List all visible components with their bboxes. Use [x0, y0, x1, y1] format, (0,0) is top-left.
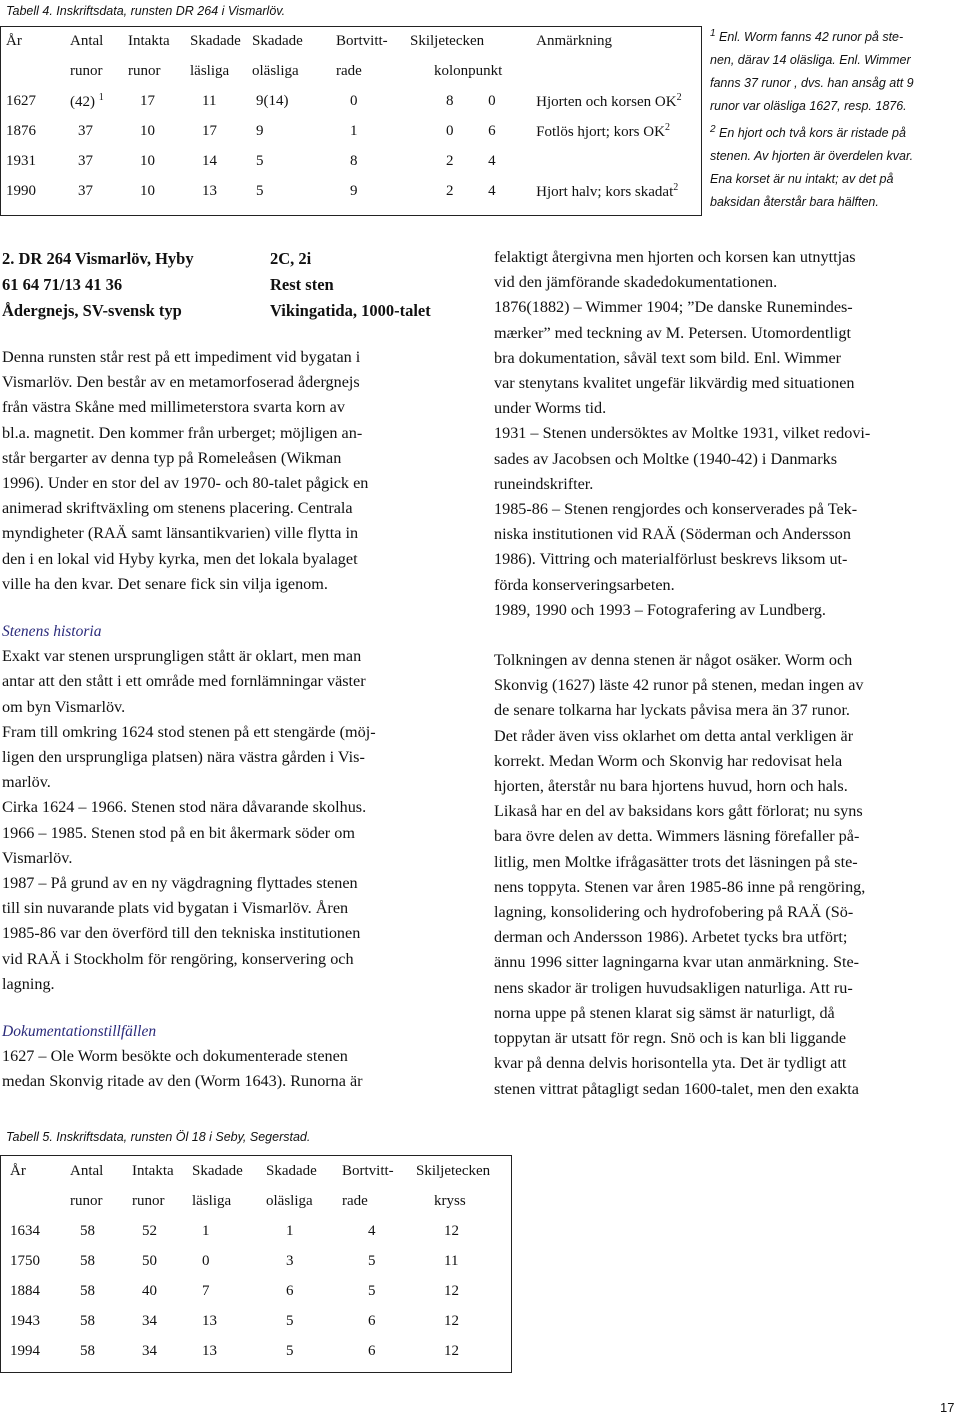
- table-cell: 40: [142, 1282, 157, 1299]
- table5-header-cell: kryss: [434, 1192, 466, 1209]
- table-cell: (42) $^1$: [70, 91, 104, 110]
- table-cell: 2: [446, 152, 454, 169]
- left-column: [2, 345, 466, 1095]
- table4-header-cell: runor: [128, 62, 161, 79]
- stone-header: [2, 246, 472, 324]
- table4-header-row-1: [6, 26, 708, 56]
- table-row: [10, 1306, 510, 1336]
- table-cell: 58: [80, 1222, 95, 1239]
- table-cell: 34: [142, 1312, 157, 1329]
- table-cell: 4: [368, 1222, 376, 1239]
- page-number: 17: [940, 1400, 955, 1415]
- table-cell: 11: [444, 1252, 459, 1269]
- table-cell: 0: [446, 122, 454, 139]
- subheading-history: Stenens historia: [2, 623, 102, 641]
- table-cell: 1634: [10, 1222, 40, 1239]
- table5-header-row-2: [10, 1186, 510, 1216]
- table-cell: 12: [444, 1282, 459, 1299]
- table4-header-cell: Intakta: [128, 32, 170, 49]
- stone-coordinates: 61 64 71/13 41 36: [2, 275, 123, 294]
- table5-header-cell: Antal: [70, 1162, 104, 1179]
- table4-header-cell: oläsliga: [252, 62, 299, 79]
- table-cell: 1990: [6, 182, 36, 199]
- table-cell: 58: [80, 1342, 95, 1359]
- table-cell: 6: [368, 1312, 376, 1329]
- table-cell: Hjorten och korsen $OK^2$: [536, 91, 682, 110]
- table4-header-cell: Skadade: [252, 32, 303, 49]
- table5-header-cell: Intakta: [132, 1162, 174, 1179]
- table5: [10, 1156, 510, 1366]
- table5-header-cell: Skadade: [266, 1162, 317, 1179]
- table-cell: 17: [202, 122, 217, 139]
- footnote-1: $^1$ Enl. Worm fanns 42 runor på ste- nen, därav 14 oläsliga. Enl. Wimmer fanns 37 runor , dvs. han ansåg att 9 runor var oläsliga 1627, resp. 1876.: [710, 28, 914, 114]
- table4-header-cell: Antal: [70, 32, 104, 49]
- table-cell: 9: [350, 182, 358, 199]
- table5-header-cell: År: [10, 1162, 26, 1179]
- table-cell: 2: [446, 182, 454, 199]
- table-cell: Fotlös hjort; kors $OK^2$: [536, 121, 670, 140]
- table-row: [6, 116, 708, 146]
- table-cell: 12: [444, 1342, 459, 1359]
- table-cell: 37: [78, 182, 93, 199]
- table-cell: 4: [488, 152, 496, 169]
- table-cell: 4: [488, 182, 496, 199]
- table-cell: 12: [444, 1312, 459, 1329]
- table-cell: 37: [78, 122, 93, 139]
- paragraph-interpretation: Tolkningen av denna stenen är något osäker. Worm och Skonvig (1627) läste 42 runor på stenen, medan ingen av de senare tolkarna har lyckats påvisa mera än 37 runor. Det råder även viss oklarhet om detta antal verkligen är korrekt. Medan Worm och Skonvig har redovisat hela hjorten, återstår nu bara hjortens huvud, horn och hals. Likaså har en del av baksidans kors gått förlorat; nu syns bara övre delen av detta. Wimmers läsning förefaller på- litlig, men Moltke ifrågasätter trots det läsningen på ste- nens toppyta. Stenen var åren 1985-86 inne på rengöring, lagning, konsolidering och hydrofobering på RAÄ (Sö- derman och Andersson 1986). Arbetet tycks bra utfört; ännu 1996 sitter lagningarna kvar utan anmärkning. Ste- nens skador är troligen huvudsakligen naturliga. Att ru- norna uppe på stenen klarat sig sämst är naturligt, då toppytan är utsatt för regn. Snö och is kan bli liggande kvar på denna delvis horisontella yta. Det är tydligt att stenen vittrat påtagligt sedan 1600-talet, men den exakta: [494, 651, 866, 1098]
- table4-header-cell: rade: [336, 62, 362, 79]
- table-cell: 0: [488, 92, 496, 109]
- table-cell: 37: [78, 152, 93, 169]
- table-row: [6, 86, 708, 116]
- table-cell: 9(14): [256, 92, 289, 109]
- table-cell: 11: [202, 92, 217, 109]
- table-cell: 58: [80, 1282, 95, 1299]
- table-cell: 1884: [10, 1282, 40, 1299]
- table-cell: 52: [142, 1222, 157, 1239]
- paragraph-location: Denna runsten står rest på ett impediment vid bygatan i Vismarlöv. Den består av en metamorfoserad ådergnejs från västra Skåne med millimeterstora svarta korn av bl.a. magnetit. Den kommer från urberget; möjligen an- står bergarter av denna typ på Romeleåsen (Wikman 1996). Under en stor del av 1970- och 80-talet pågick en animerad skriftväxling om stenens placering. Centrala myndigheter (RAÄ samt länsantikvarien) ville flytta in den i en lokal vid Hyby kyrka, men det lokala byalaget ville ha den kvar. Det senare fick sin vilja igenom.: [2, 348, 369, 593]
- table-cell: 8: [446, 92, 454, 109]
- table-cell: 1876: [6, 122, 36, 139]
- table5-header-cell: runor: [70, 1192, 103, 1209]
- table-cell: 13: [202, 182, 217, 199]
- table-cell: 10: [140, 152, 155, 169]
- table-row: [6, 176, 708, 206]
- table-cell: 13: [202, 1342, 217, 1359]
- table-cell: 6: [488, 122, 496, 139]
- table-cell: 5: [286, 1342, 294, 1359]
- table-cell: 5: [368, 1282, 376, 1299]
- table-cell: 1627: [6, 92, 36, 109]
- table-cell: 6: [368, 1342, 376, 1359]
- table-row: [10, 1276, 510, 1306]
- table5-header-cell: Bortvitt-: [342, 1162, 394, 1179]
- table-cell: 7: [202, 1282, 210, 1299]
- table5-header-cell: Skadade: [192, 1162, 243, 1179]
- right-column: [494, 245, 958, 1102]
- table-cell: 17: [140, 92, 155, 109]
- table5-caption: Tabell 5. Inskriftsdata, runsten Öl 18 i Seby, Segerstad.: [6, 1130, 311, 1144]
- table-cell: 0: [350, 92, 358, 109]
- stone-type: 2C, 2i: [270, 249, 312, 268]
- table5-header-cell: Skiljetecken: [416, 1162, 491, 1179]
- table-cell: 5: [256, 152, 264, 169]
- table-cell: 1931: [6, 152, 36, 169]
- table-cell: 8: [350, 152, 358, 169]
- table-cell: 5: [368, 1252, 376, 1269]
- table5-header-cell: oläsliga: [266, 1192, 313, 1209]
- table4-header-cell: Bortvitt-: [336, 32, 388, 49]
- stone-dating: Vikingatida, 1000-talet: [270, 301, 431, 320]
- table4-header-cell: Skiljetecken: [410, 32, 485, 49]
- table-cell: 1994: [10, 1342, 40, 1359]
- stone-title: 2. DR 264 Vismarlöv, Hyby: [2, 249, 194, 268]
- table-row: [6, 146, 708, 176]
- table4-header-cell: Anmärkning: [536, 32, 612, 49]
- table5-header-cell: läsliga: [192, 1192, 232, 1209]
- paragraph-documentation: 1627 – Ole Worm besökte och dokumenterade stenen medan Skonvig ritade av den (Worm 1643). Runorna är: [2, 1047, 363, 1091]
- table5-header-row-1: [10, 1156, 510, 1186]
- table-cell: 1: [350, 122, 358, 139]
- table-cell: 5: [286, 1312, 294, 1329]
- table-row: [10, 1336, 510, 1366]
- table-cell: 34: [142, 1342, 157, 1359]
- paragraph-documentation-continued: felaktigt återgivna men hjorten och korsen kan utnyttjas vid den jämförande skadedokumentationen. 1876(1882) – Wimmer 1904; ”De danske Runemindes- mærker” med teckning av M. Petersen. Utomordentligt bra dokumentation, såväl text som bild. Enl. Wimmer var stenytans kvalitet ungefär likvärdig med situationen under Worms tid. 1931 – Stenen undersöktes av Moltke 1931, vilket redovi- sades av Jacobsen och Moltke (1940-42) i Danmarks runeindskrifter. 1985-86 – Stenen rengjordes och konserverades på Tek- niska institutionen vid RAÄ (Söderman och Andersson 1986). Vittring och materialförlust beskrevs liksom ut- förda konserveringsarbeten. 1989, 1990 och 1993 – Fotografering av Lundberg.: [494, 248, 871, 619]
- table-cell: 10: [140, 182, 155, 199]
- stone-material: Ådergnejs, SV-svensk typ: [2, 301, 182, 320]
- table-cell: 9: [256, 122, 264, 139]
- table4-header-cell: läsliga: [190, 62, 230, 79]
- table-cell: 58: [80, 1312, 95, 1329]
- table-cell: 50: [142, 1252, 157, 1269]
- table4-header-cell: punkt: [468, 62, 503, 79]
- table-cell: 5: [256, 182, 264, 199]
- table-cell: 1750: [10, 1252, 40, 1269]
- table-cell: 6: [286, 1282, 294, 1299]
- table4: [6, 26, 708, 206]
- subheading-documentation: Dokumentationstillfällen: [2, 1023, 157, 1041]
- table4-header-cell: kolon: [434, 62, 469, 79]
- table-cell: 1: [202, 1222, 210, 1239]
- table-cell: 10: [140, 122, 155, 139]
- table-row: [10, 1216, 510, 1246]
- footnote-2: $^2$ En hjort och två kors är ristade på stenen. Av hjorten är överdelen kvar. Ena korset är nu intakt; av det på baksidan återstår bara hälften.: [710, 124, 914, 210]
- stone-status: Rest sten: [270, 275, 334, 294]
- table5-header-cell: runor: [132, 1192, 165, 1209]
- table-cell: 1943: [10, 1312, 40, 1329]
- table4-header-cell: Skadade: [190, 32, 241, 49]
- table4-header-row-2: [6, 56, 708, 86]
- table-cell: 58: [80, 1252, 95, 1269]
- table-cell: 12: [444, 1222, 459, 1239]
- table-cell: 13: [202, 1312, 217, 1329]
- table-row: [10, 1246, 510, 1276]
- table4-footnotes: [710, 22, 960, 214]
- table4-header-cell: År: [6, 32, 22, 49]
- table4-caption: Tabell 4. Inskriftsdata, runsten DR 264 i Vismarlöv.: [6, 4, 286, 18]
- table-cell: 1: [286, 1222, 294, 1239]
- table-cell: 0: [202, 1252, 210, 1269]
- table-cell: Hjort halv; kors skadat$^2$: [536, 181, 679, 200]
- table-cell: 3: [286, 1252, 294, 1269]
- table5-header-cell: rade: [342, 1192, 368, 1209]
- table4-header-cell: runor: [70, 62, 103, 79]
- paragraph-history: Exakt var stenen ursprungligen stått är oklart, men man antar att den stått i ett område med fornlämningar väster om byn Vismarlöv. Fram till omkring 1624 stod stenen på ett stengärde (möj- ligen den ursprungliga platsen) nära västra gården i Vis- marlöv. Cirka 1624 – 1966. Stenen stod nära dåvarande skolhus. 1966 – 1985. Stenen stod på en bit åkermark söder om Vismarlöv. 1987 – På grund av en ny vägdragning flyttades stenen till sin nuvarande plats vid bygatan i Vismarlöv. Åren 1985-86 var den överförd till den tekniska institutionen vid RAÄ i Stockholm för rengöring, konservering och lagning.: [2, 647, 376, 993]
- table-cell: 14: [202, 152, 217, 169]
